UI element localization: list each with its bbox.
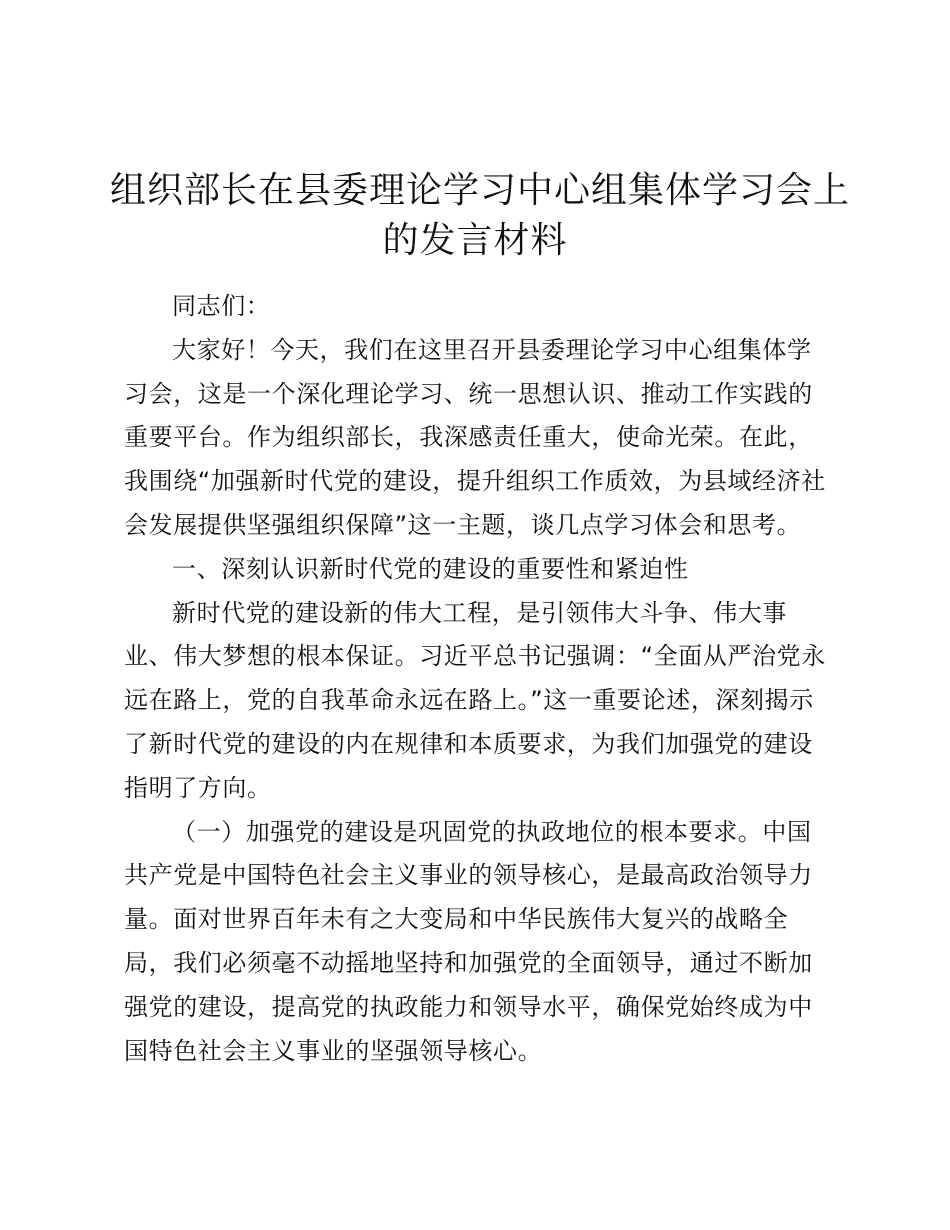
paragraph-line: 大家好！今天，我们在这里召开县委理论学习中心组集体学 (172, 335, 812, 364)
paragraph-line: 我围绕“加强新时代党的建设，提升组织工作质效，为县域经济社 (124, 467, 826, 496)
paragraph-line: 国特色社会主义事业的坚强领导核心。 (124, 1036, 543, 1065)
paragraph-line: 习会，这是一个深化理论学习、统一思想认识、推动工作实践的 (124, 379, 813, 408)
body-paragraph (124, 592, 834, 811)
section-heading-text: 一、深刻认识新时代党的建设的重要性和紧迫性 (172, 554, 689, 583)
section-heading (124, 548, 834, 592)
opening-paragraph (124, 329, 834, 548)
salutation-paragraph (124, 285, 834, 329)
paragraph-line: 业、伟大梦想的根本保证。习近平总书记强调：“全面从严治党永 (124, 642, 826, 671)
paragraph-line: 同志们： (172, 292, 271, 320)
title-line-2: 的发言材料 (382, 220, 568, 261)
paragraph-line: （一）加强党的建设是巩固党的执政地位的根本要求。中国 (172, 817, 812, 846)
paragraph-line: 了新时代党的建设的内在规律和本质要求，为我们加强党的建设 (124, 729, 813, 758)
document-body (124, 285, 834, 1073)
title-line-1: 组织部长在县委理论学习中心组集体学习会上 (110, 170, 851, 211)
document-title (110, 166, 851, 266)
paragraph-line: 会发展提供坚强组织保障”这一主题，谈几点学习体会和思考。 (124, 510, 802, 539)
paragraph-line: 共产党是中国特色社会主义事业的领导核心，是最高政治领导力 (124, 861, 813, 890)
subsection-paragraph (124, 811, 834, 1074)
paragraph-line: 远在路上，党的自我革命永远在路上。”这一重要论述，深刻揭示 (124, 686, 814, 715)
paragraph-line: 重要平台。作为组织部长，我深感责任重大，使命光荣。在此， (124, 423, 813, 452)
paragraph-line: 强党的建设，提高党的执政能力和领导水平，确保党始终成为中 (124, 992, 813, 1021)
paragraph-line: 指明了方向。 (124, 773, 272, 802)
paragraph-line: 新时代党的建设新的伟大工程，是引领伟大斗争、伟大事 (172, 598, 787, 627)
paragraph-line: 量。面对世界百年未有之大变局和中华民族伟大复兴的战略全 (124, 905, 789, 934)
paragraph-line: 局，我们必须毫不动摇地坚持和加强党的全面领导，通过不断加 (124, 948, 813, 977)
